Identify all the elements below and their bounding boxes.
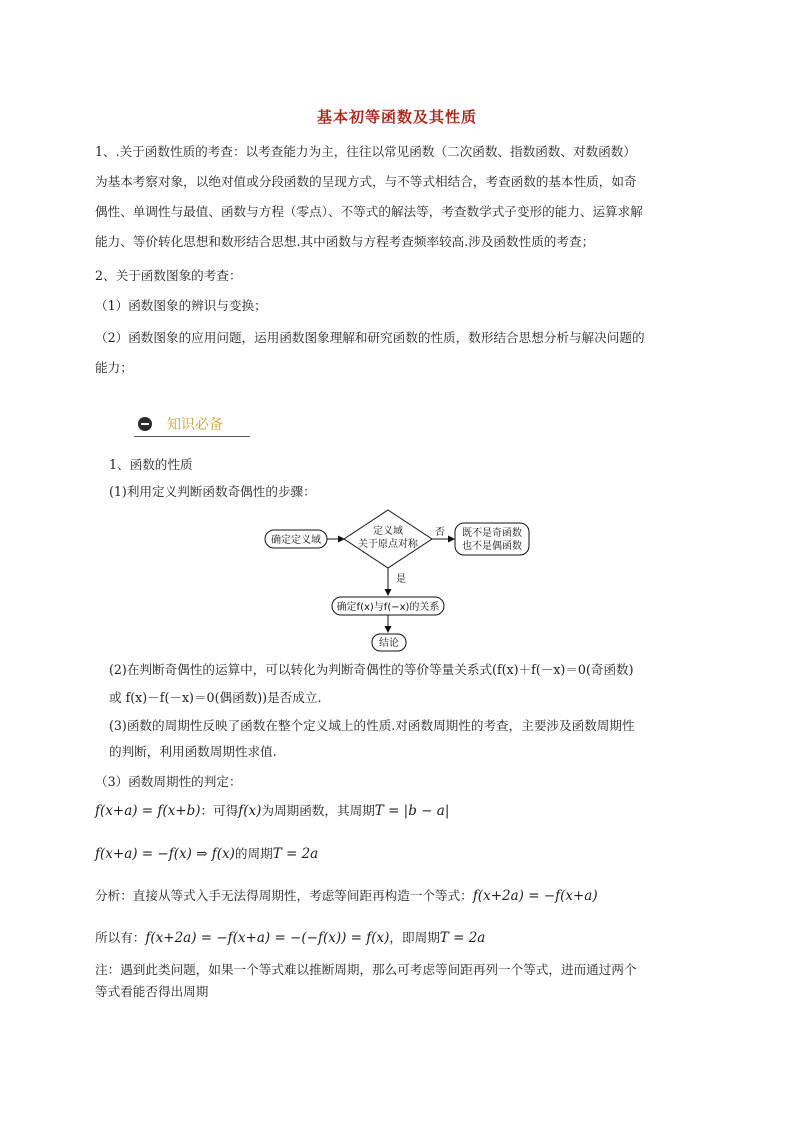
therefore-text-b: ，即周期	[389, 930, 440, 945]
analysis-formula: f(x+2a) = −f(x+a)	[472, 888, 598, 904]
formula-1-eq: f(x+a) = f(x+b)	[95, 803, 201, 819]
formula-2-text: 的周期	[234, 846, 273, 861]
intro-line-5: 2、关于函数图象的考查：	[95, 268, 242, 283]
parity-equivalence-line-2: 或 f(x)－f(－x)＝0(偶函数))是否成立.	[109, 690, 322, 705]
parity-equivalence-line-1: (2)在判断奇偶性的运算中，可以转化为判断奇偶性的等价等量关系式(f(x)＋f(－x)＝0(奇函数)	[109, 662, 634, 677]
intro-line-7: （2）函数图象的应用问题，运用函数图象理解和研究函数的性质，数形结合思想分析与解决问题的	[95, 330, 645, 345]
page-title: 基本初等函数及其性质	[316, 108, 477, 126]
section-title: 知识必备	[167, 417, 223, 433]
formula-1-fx: f(x)	[238, 803, 262, 819]
intro-line-1: 1、.关于函数性质的考查：以考查能力为主，往往以常见函数（二次函数、指数函数、对数函数）	[95, 144, 636, 159]
flow-conclusion-label: 结论	[379, 638, 399, 649]
flow-diamond-label-1: 定义域	[373, 526, 403, 537]
flow-yes-label: 是	[396, 574, 406, 585]
flow-neither-label-2: 也不是偶函数	[462, 541, 522, 552]
formula-1-text-b: 为周期函数，其周期	[261, 803, 375, 818]
flow-start-label: 确定定义域	[271, 535, 321, 546]
properties-heading: 1、函数的性质	[109, 457, 193, 472]
note-line-1: 注：遇到此类问题，如果一个等式难以推断周期，那么可考虑等间距再列一个等式，进而通过两个	[95, 962, 637, 977]
formula-1-period: T = |b − a|	[374, 803, 450, 819]
formula-2	[95, 843, 318, 864]
formula-1-text-a: ：可得	[200, 803, 239, 818]
note-line-2: 等式看能否得出周期	[95, 984, 209, 999]
formula-2-eq: f(x+a) = −f(x) ⇒ f(x)	[95, 846, 235, 862]
therefore-text: 所以有：	[95, 930, 146, 945]
formula-2-period: T = 2a	[272, 846, 319, 862]
periodicity-line-1: (3)函数的周期性反映了函数在整个定义域上的性质.对函数周期性的考查，主要涉及函数周期性	[109, 718, 635, 733]
analysis-text: 分析：直接从等式入手无法得周期性，考虑等间距再构造一个等式：	[95, 888, 473, 903]
therefore-formula: f(x+2a) = −f(x+a) = −(−f(x)) = f(x)	[145, 930, 390, 946]
intro-line-2: 为基本考察对象，以绝对值或分段函数的呈现方式，与不等式相结合，考查函数的基本性质，如奇	[95, 174, 637, 189]
analysis-line	[95, 885, 598, 906]
flow-neither-label-1: 既不是奇函数	[462, 528, 522, 539]
intro-line-3: 偶性、单调性与最值、函数与方程（零点）、不等式的解法等，考查数学式子变形的能力、运算求解	[95, 204, 643, 219]
flow-no-label: 否	[435, 527, 445, 538]
parity-step-heading: (1)利用定义判断函数奇偶性的步骤：	[109, 484, 316, 499]
periodicity-line-2: 的判断，利用函数周期性求值.	[109, 744, 277, 759]
therefore-line	[95, 927, 485, 948]
intro-line-4: 能力、等价转化思想和数形结合思想.其中函数与方程考查频率较高.涉及函数性质的考查；	[95, 234, 595, 249]
periodicity-criteria-heading: （3）函数周期性的判定：	[95, 774, 242, 789]
therefore-period: T = 2a	[439, 930, 486, 946]
intro-line-8: 能力；	[95, 360, 133, 375]
formula-1	[95, 800, 449, 821]
flow-relation-label: 确定f(x)与f(−x)的关系	[336, 602, 440, 613]
intro-line-6: （1）函数图象的辨识与变换；	[95, 298, 267, 313]
flow-diamond-label-2: 关于原点对称	[358, 539, 418, 550]
